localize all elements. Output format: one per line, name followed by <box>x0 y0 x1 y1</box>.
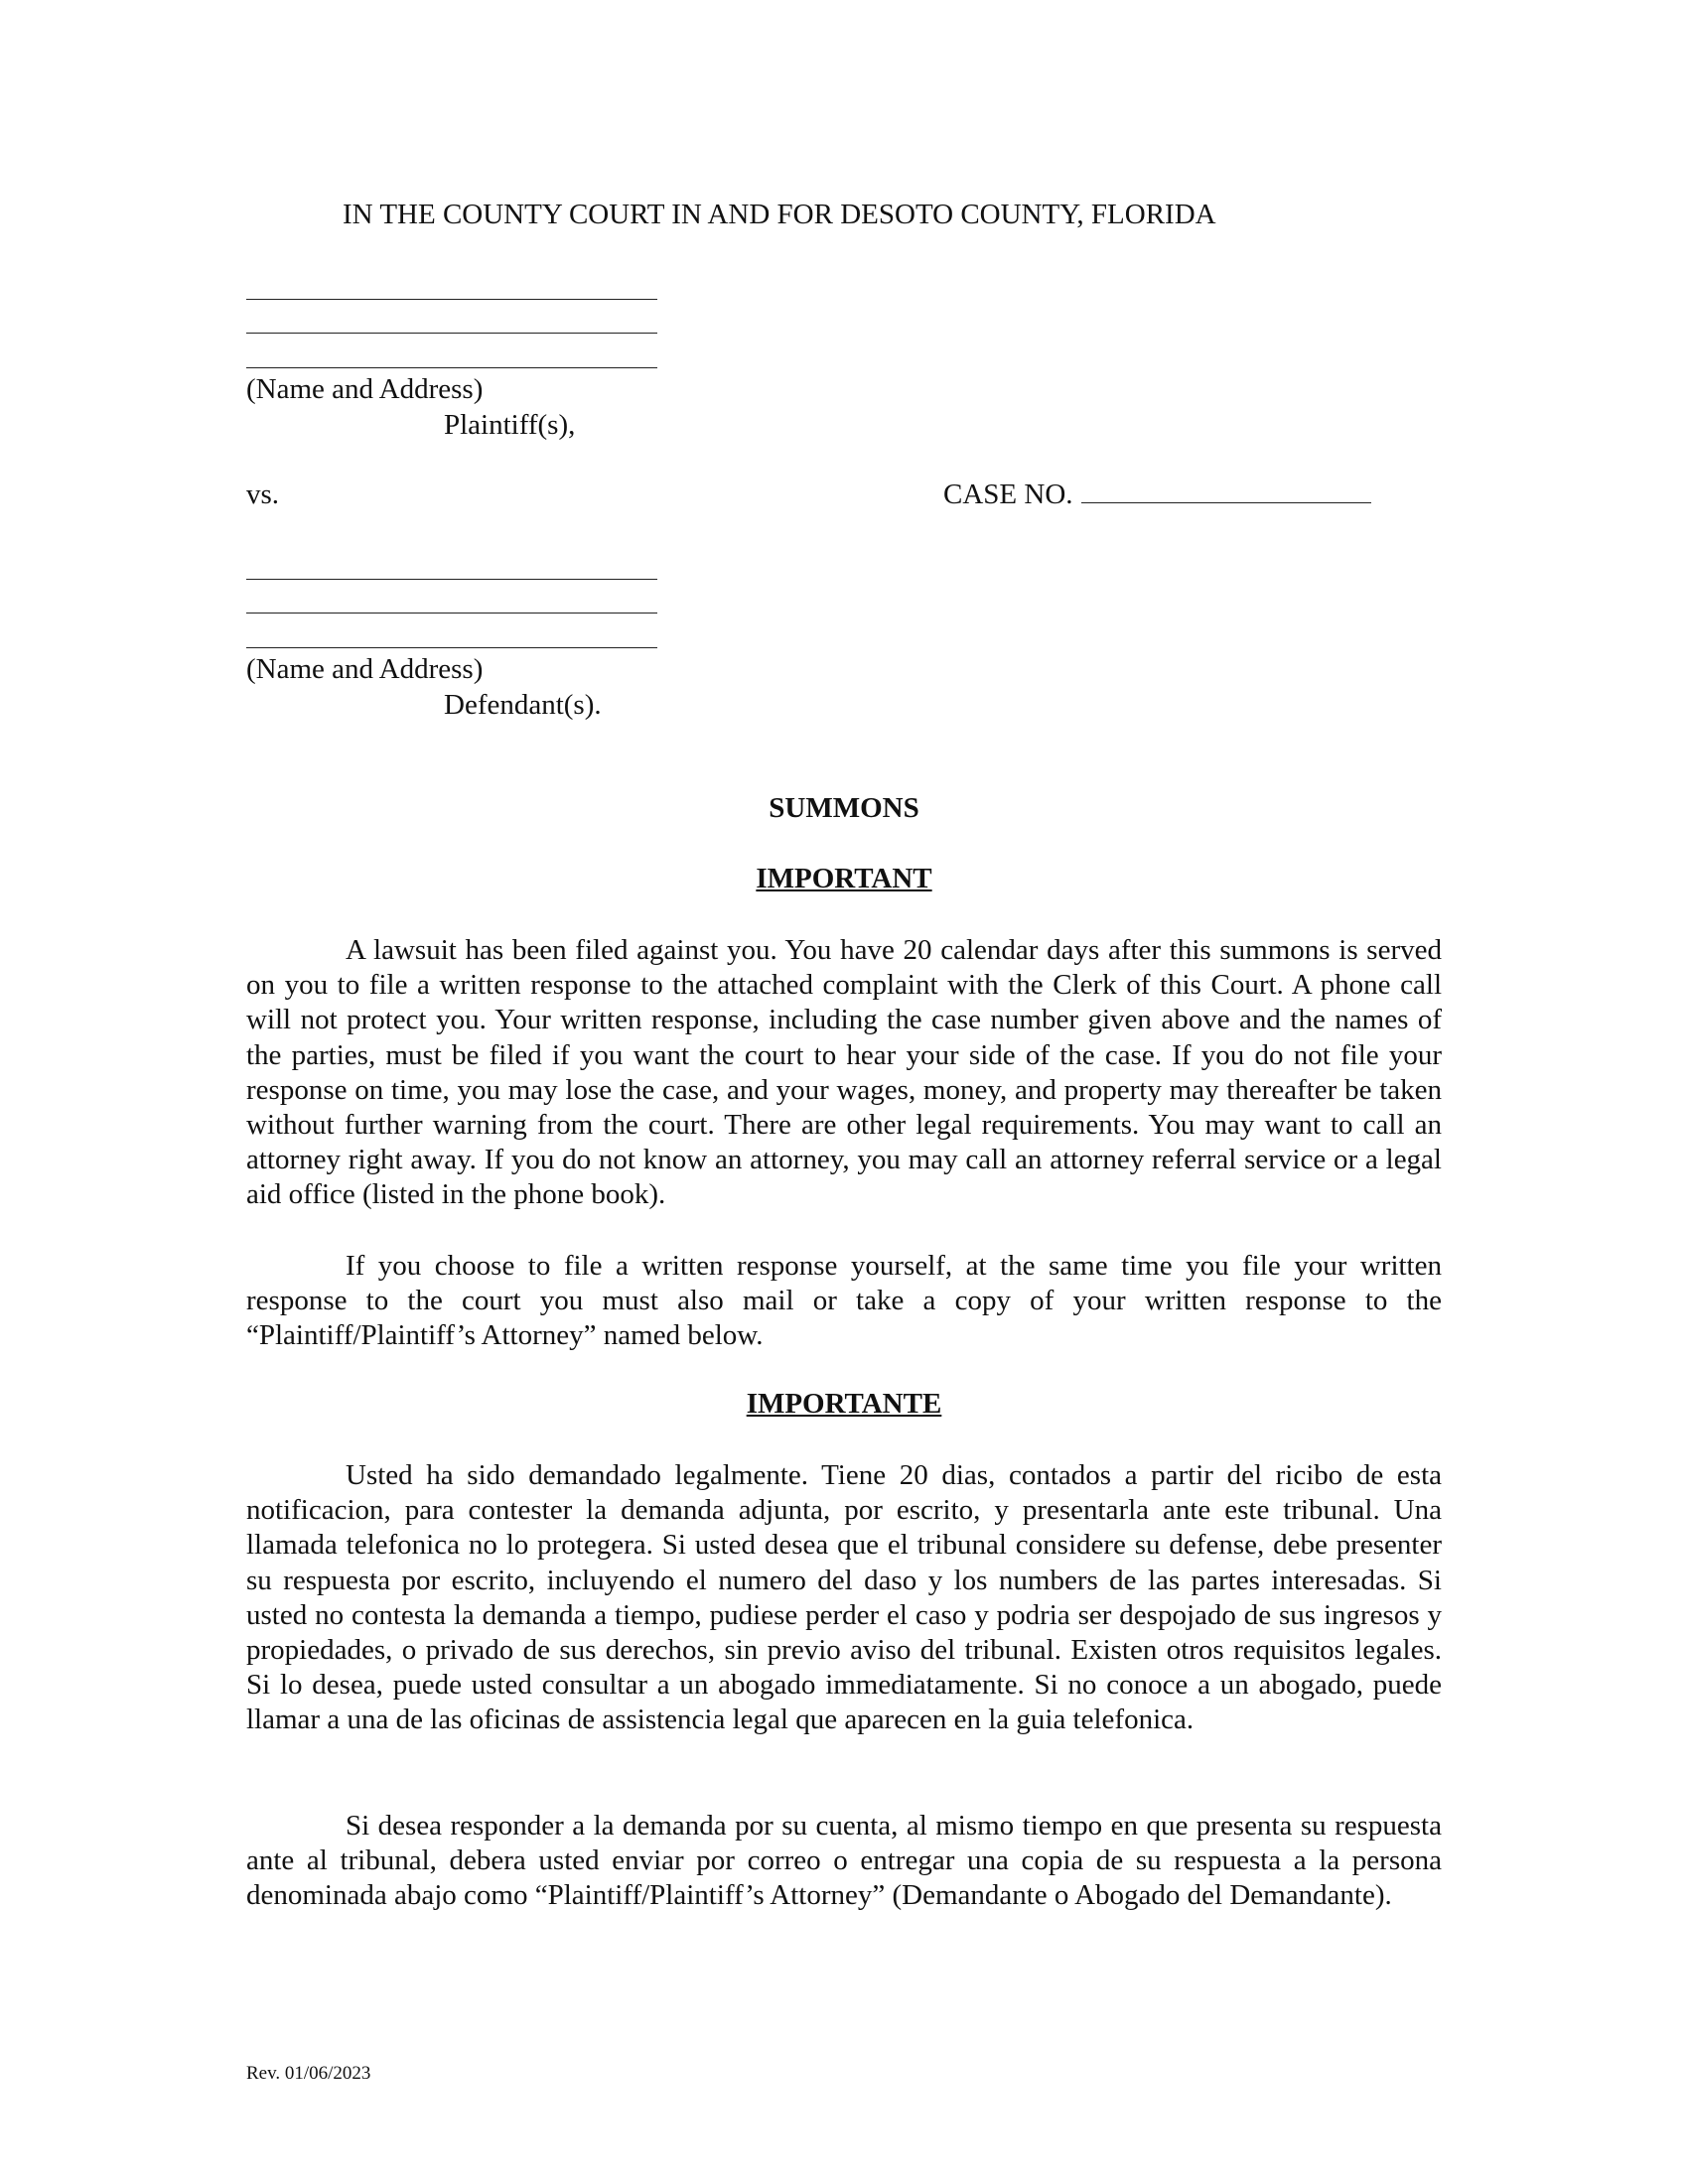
defendant-name-address-label: (Name and Address) <box>246 653 484 685</box>
versus-label: vs. <box>246 478 280 510</box>
spanish-paragraph-2: Si desea responder a la demanda por su cuenta, al mismo tiempo en que presenta su respuesta ante al tribunal, debera usted enviar por correo o entregar una copia de su respuesta a la persona denominada abajo como “Plaintiff/Plaintiff’s Attorney” (Demandante o Abogado del Demandante). <box>246 1810 1442 1912</box>
court-title: IN THE COUNTY COURT IN AND FOR DESOTO COUNTY, FLORIDA <box>343 199 1216 230</box>
english-paragraph-1: A lawsuit has been filed against you. You have 20 calendar days after this summons is served on you to file a written response to the attached complaint with the Clerk of this Court. A phone call will not protect you. Your written response, including the case number given above and the names of the parties, must be filed if you want the court to hear your side of the case. If you do not file your response on time, you may lose the case, and your wages, money, and property may thereafter be taken without further warning from the court. There are other legal requirements. You may want to call an attorney right away. If you do not know an attorney, you may call an attorney referral service or a legal aid office (listed in the phone book). <box>246 934 1442 1211</box>
importante-heading: IMPORTANTE <box>746 1388 942 1420</box>
defendant-line-3[interactable] <box>246 647 657 648</box>
case-number-label: CASE NO. <box>943 478 1073 510</box>
plaintiff-line-1[interactable] <box>246 299 657 300</box>
case-number-input[interactable] <box>1081 478 1371 503</box>
plaintiff-line-3[interactable] <box>246 367 657 368</box>
revision-date: Rev. 01/06/2023 <box>246 2063 371 2084</box>
plaintiff-line-2[interactable] <box>246 333 657 334</box>
plaintiff-name-address-label: (Name and Address) <box>246 373 484 405</box>
summons-title: SUMMONS <box>769 792 919 824</box>
defendant-line-2[interactable] <box>246 613 657 614</box>
important-heading: IMPORTANT <box>756 863 932 894</box>
spanish-paragraph-1: Usted ha sido demandado legalmente. Tiene 20 dias, contados a partir del ricibo de esta notificacion, para contester la demanda adjunta, por escrito, y presentarla ante este tribunal. Una llamada telefonica no lo protegera. Si usted desea que el tribunal considere su defense, debe presenter su respuesta por escrito, incluyendo el numero del daso y los numbers de las partes interesadas. Si usted no contesta la demanda a tiempo, pudiese perder el caso y podria ser despojado de sus ingresos y propiedades, o privado de sus derechos, sin previo aviso del tribunal. Existen otros requisitos legales. Si lo desea, puede usted consultar a un abogado immediatamente. Si no conoce a un abogado, puede llamar a una de las oficinas de assistencia legal que aparecen en la guia telefonica. <box>246 1459 1442 1736</box>
case-number-field <box>943 478 1371 511</box>
english-paragraph-2: If you choose to file a written response yourself, at the same time you file your written response to the court you must also mail or take a copy of your written response to the “Plaintiff/Plaintiff’s Attorney” named below. <box>246 1250 1442 1352</box>
plaintiff-role-label: Plaintiff(s), <box>444 409 576 441</box>
defendant-role-label: Defendant(s). <box>444 689 602 721</box>
defendant-line-1[interactable] <box>246 579 657 580</box>
